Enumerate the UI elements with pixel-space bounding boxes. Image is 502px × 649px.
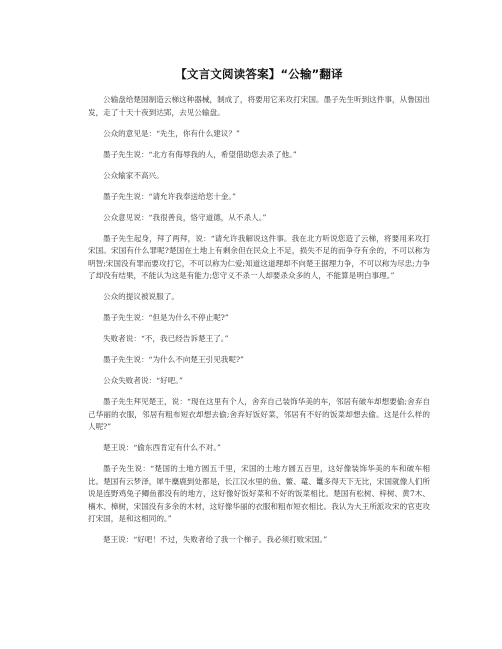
paragraph: 公众的意见是：“先生，你有什么建议？”: [103, 128, 240, 138]
paragraph: 墨子先生说：“为什么不向楚王引见我呢?”: [103, 355, 244, 364]
paragraph: 公众失败者说：“好吧。”: [103, 376, 183, 385]
paragraph: 公众的提议被说服了。: [103, 292, 179, 301]
paragraph: 墨子先生说：“北方有侮辱我的人，希望借助您去杀了他。”: [103, 149, 297, 159]
document-title: 【文言文阅读答案】“公输”翻译: [175, 67, 343, 81]
paragraph: 公众意见说：“我很善良，恪守道德，从不杀人。”: [103, 212, 267, 222]
paragraph: 墨子先生起身，拜了两拜，说：“请允许我解说这件事。我在北方听说您造了云梯，将要用来攻打宋国。宋国有什么罪呢?楚国在土地上有剩余但在民众上不足，损失不足的而争夺有余的，不可以称为明智;宋国没有罪而要攻打它，不可以称为仁爱;知道这道理却不向楚王据理力争，不可以称为尽忠;力争了却没有结果，不能认为这是有能力;您守义不杀一人却要杀众多的人，不能算是明白事理。”: [88, 233, 430, 280]
paragraph: 楚王说：“好吧！不过，失败者给了我一个梯子。我必须打败宋国。”: [103, 535, 328, 544]
paragraph: 墨子先生拜见楚王，说：“现在这里有个人，舍弃自己装饰华美的车，邻居有破车却想要偷;舍弃自己华丽的衣服，邻居有粗布短衣却想去偷;舍弃好饭好菜，邻居有不好的饭菜却想去偷。这是什么样的人呢?”: [88, 397, 430, 431]
paragraph: 公输盘给楚国制造云梯这种器械，制成了，将要用它来攻打宋国。墨子先生听到这件事，从鲁国出发，走了十天十夜到达郢，去见公输盘。: [88, 95, 430, 117]
paragraph: 楚王说：“偷东西肯定有什么不对。”: [103, 443, 221, 452]
document-body: [88, 94, 430, 547]
paragraph: 失败者说：“不，我已经告诉楚王了。”: [103, 334, 229, 343]
paragraph: 公众输家不高兴。: [103, 170, 164, 180]
paragraph: 墨子先生说：“楚国的土地方圆五千里，宋国的土地方圆五百里，这好像装饰华美的车和破车相比。楚国有云梦泽，犀牛麋鹿到处都是，长江汉水里的鱼、鳖、鼋、鼍多得天下无比，宋国就像人们所说是连野鸡兔子鲫鱼都没有的地方，这好像好饭好菜和不好的饭菜相比。楚国有松树、梓树、黄7木、楠木、樟树，宋国没有多余的木材，这好像华丽的衣服和粗布短衣相比。我认为大王所派攻宋的官吏攻打宋国，是和这相同的。”: [88, 464, 430, 523]
paragraph: 墨子先生说：“但是为什么不停止呢?”: [103, 313, 229, 322]
paragraph: 墨子先生说：“请允许我奉送给您十金。”: [103, 191, 237, 201]
